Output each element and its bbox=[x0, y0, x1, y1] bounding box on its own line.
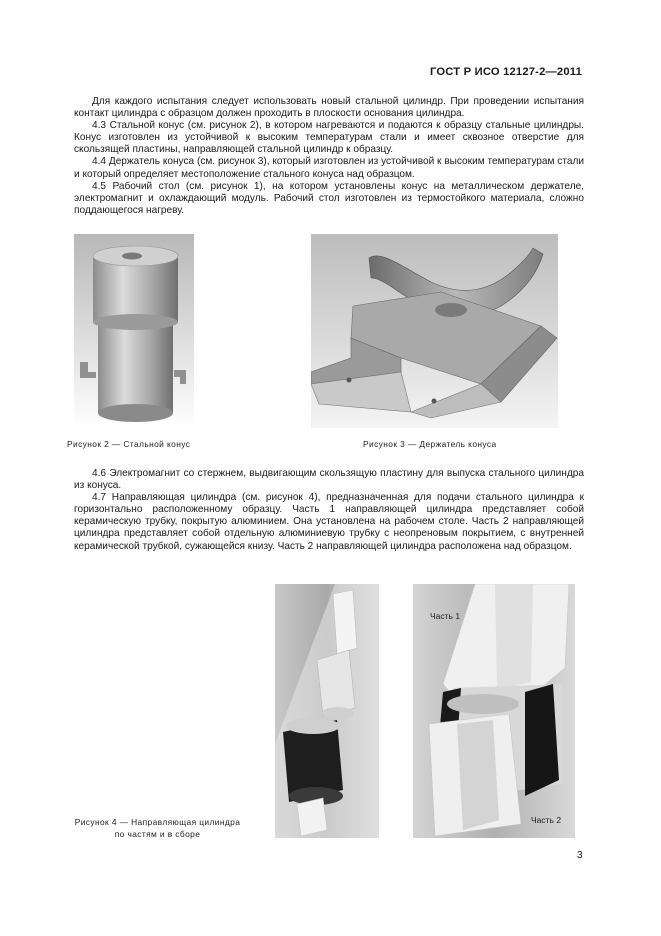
figure-4-label-part-1: Часть 1 bbox=[430, 611, 461, 621]
figure-4-caption-line-1: Рисунок 4 — Направляющая цилиндра bbox=[74, 817, 241, 827]
text-block-top bbox=[74, 96, 584, 217]
figure-2-caption: Рисунок 2 — Стальной конус bbox=[67, 439, 191, 449]
document-header: ГОСТ Р ИСО 12127-2—2011 bbox=[430, 66, 582, 78]
figure-3-cone-holder-image bbox=[311, 234, 558, 428]
page-number: 3 bbox=[577, 850, 583, 861]
paragraph-4-6: 4.6 Электромагнит со стержнем, выдвигающим скользящую пластину для выпуска стального цилиндра из конуса. bbox=[74, 468, 584, 492]
figure-4-guide-parts-image bbox=[275, 584, 379, 838]
paragraph-4-5: 4.5 Рабочий стол (см. рисунок 1), на котором установлены конус на металлическом держателе, электромагнит и охлаждающий модуль. Рабочий стол изготовлен из термостойкого материала, сложно поддающегося нагреву. bbox=[74, 180, 584, 216]
text-block-middle bbox=[74, 468, 584, 553]
figure-4-label-part-2: Часть 2 bbox=[531, 815, 562, 825]
figure-4-caption-line-2: по частям и в сборе bbox=[114, 829, 201, 839]
figure-4-guide-assembly-image bbox=[413, 584, 575, 838]
paragraph-cylinder-note: Для каждого испытания следует использовать новый стальной цилиндр. При проведении испытания контакт цилиндра с образцом должен проходить в плоскости основания цилиндра. bbox=[74, 96, 584, 120]
figure-4-caption bbox=[65, 816, 250, 840]
figure-3-caption: Рисунок 3 — Держатель конуса bbox=[363, 439, 497, 449]
figure-2-steel-cone-image bbox=[74, 234, 194, 428]
paragraph-4-3: 4.3 Стальной конус (см. рисунок 2), в котором нагреваются и подаются к образцу стальные цилиндры. Конус изготовлен из устойчивой к высоким температурам стали и имеет сквозное отверстие для скользящей пластины, направляющей стальной цилиндр к образцу. bbox=[74, 120, 584, 156]
paragraph-4-7: 4.7 Направляющая цилиндра (см. рисунок 4), предназначенная для подачи стального цилиндра к горизонтально расположенному образцу. Часть 1 направляющей цилиндра представляет собой керамическую трубку, покрытую алюминием. Она установлена на рабочем столе. Часть 2 направляющей цилиндра представляет собой отдельную алюминиевую трубку с неопреновым покрытием, с внутренней керамической трубкой, сужающейся книзу. Часть 2 направляющей цилиндра расположена над образцом. bbox=[74, 492, 584, 552]
paragraph-4-4: 4.4 Держатель конуса (см. рисунок 3), который изготовлен из устойчивой к высоким температурам стали и который определяет местоположение стального конуса над образцом. bbox=[74, 156, 584, 180]
